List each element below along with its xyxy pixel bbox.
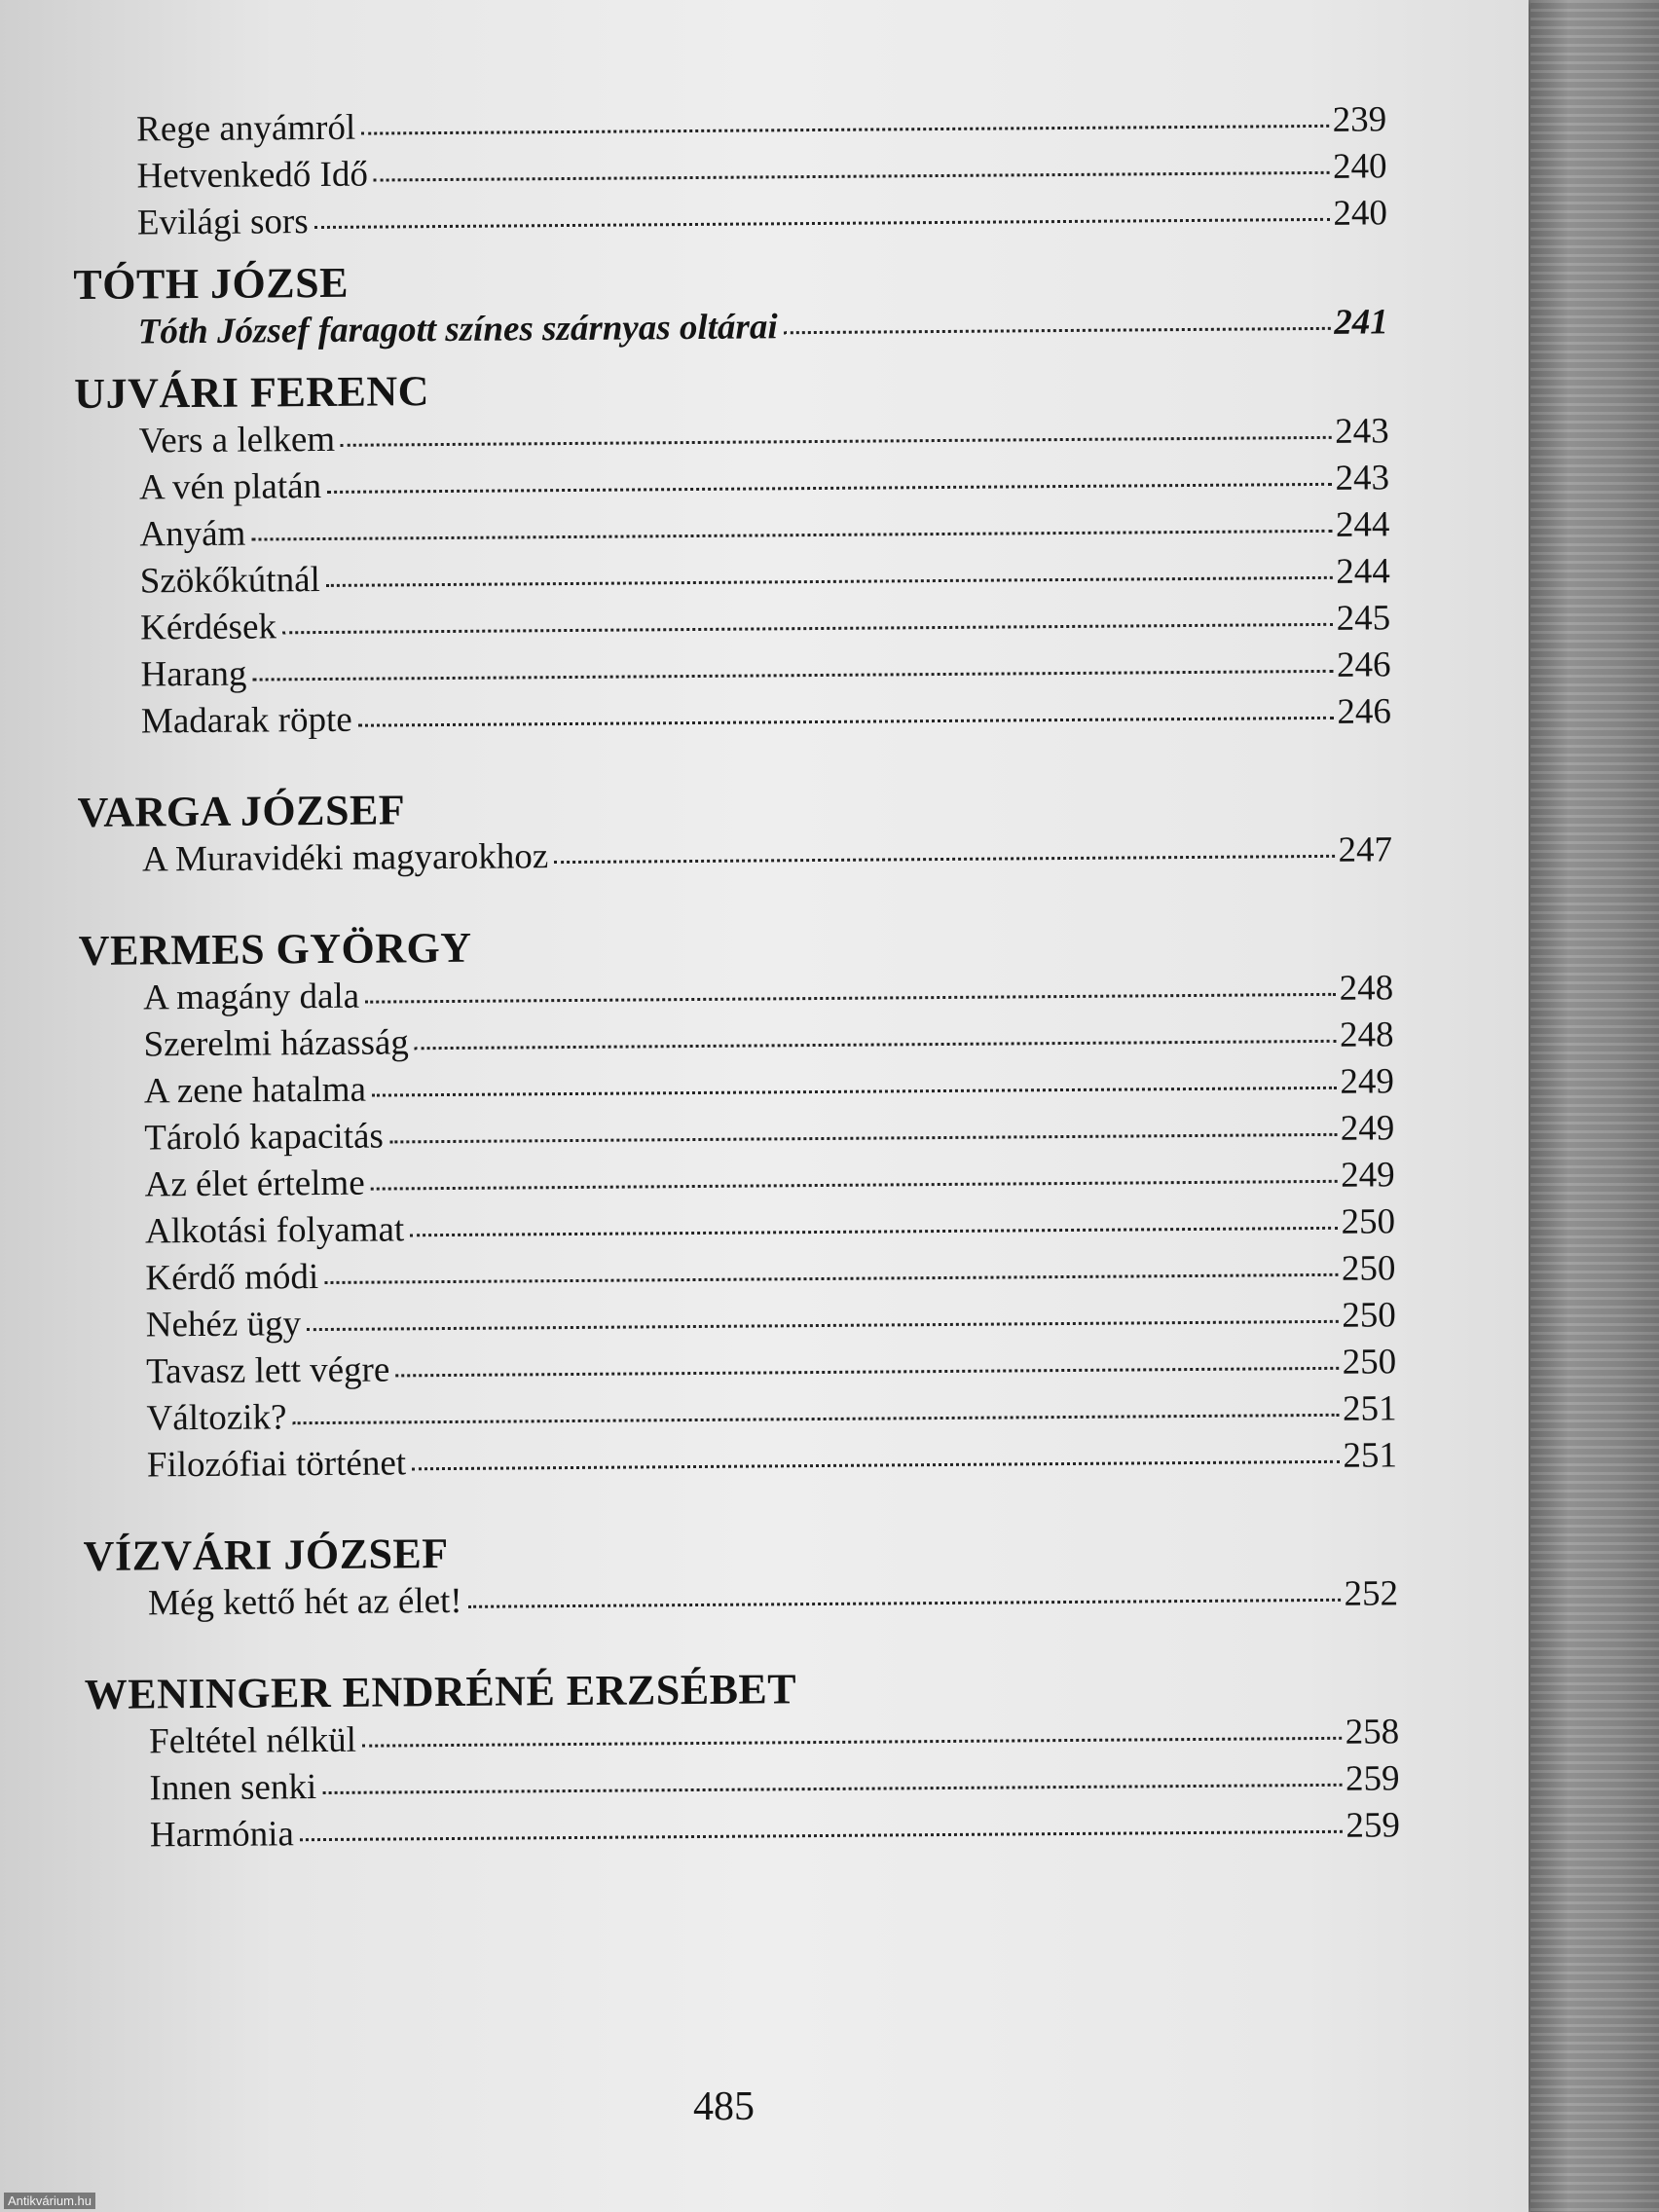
entry-title: Tóth József faragott színes szárnyas oltárai bbox=[137, 307, 778, 352]
dot-leader bbox=[784, 327, 1331, 334]
entry-page: 259 bbox=[1345, 1758, 1400, 1799]
page-number: 485 bbox=[693, 2084, 755, 2129]
dot-leader bbox=[300, 1830, 1343, 1841]
entry-title: Harang bbox=[140, 653, 247, 695]
dot-leader bbox=[251, 530, 1332, 541]
dot-leader bbox=[410, 1227, 1337, 1236]
toc-section-continued bbox=[72, 96, 1387, 247]
entry-page: 250 bbox=[1342, 1342, 1397, 1382]
entry-page: 250 bbox=[1341, 1201, 1396, 1242]
entry-title: Evilági sors bbox=[136, 202, 309, 243]
dot-leader bbox=[341, 436, 1331, 447]
toc-section-varga bbox=[77, 778, 1392, 884]
author-heading: VARGA JÓZSEF bbox=[77, 786, 406, 836]
entry-title: Hetvenkedő Idő bbox=[136, 154, 369, 197]
dot-leader bbox=[395, 1367, 1338, 1378]
dot-leader bbox=[322, 1784, 1342, 1794]
author-heading: VÍZVÁRI JÓZSEF bbox=[83, 1530, 449, 1580]
dot-leader bbox=[389, 1133, 1337, 1144]
author-heading: WENINGER ENDRÉNÉ ERZSÉBET bbox=[84, 1665, 797, 1718]
entry-title: Anyám bbox=[139, 513, 246, 555]
entry-page: 249 bbox=[1340, 1108, 1395, 1149]
dot-leader bbox=[554, 855, 1334, 864]
dot-leader bbox=[326, 576, 1333, 587]
entry-page: 244 bbox=[1335, 504, 1390, 545]
entry-title: Alkotási folyamat bbox=[144, 1209, 405, 1252]
entry-title: Harmónia bbox=[149, 1814, 295, 1856]
dot-leader bbox=[314, 218, 1330, 229]
entry-title: Vers a lelkem bbox=[138, 419, 336, 461]
entry-title: Kérdő módi bbox=[145, 1257, 319, 1299]
entry-page: 240 bbox=[1333, 193, 1388, 234]
entry-page: 248 bbox=[1339, 1014, 1394, 1055]
entry-title: Feltétel nélkül bbox=[149, 1719, 357, 1762]
entry-title: Szökőkútnál bbox=[139, 560, 320, 602]
toc-section-vizvari bbox=[83, 1522, 1398, 1628]
dot-leader bbox=[361, 125, 1328, 135]
dot-leader bbox=[371, 1180, 1338, 1191]
entry-title: Az élet értelme bbox=[144, 1162, 365, 1205]
toc-section-toth bbox=[73, 250, 1388, 356]
entry-title: Innen senki bbox=[149, 1767, 317, 1809]
dot-leader bbox=[358, 717, 1334, 727]
table-of-contents bbox=[72, 96, 1400, 1860]
entry-title: Filozófiai történet bbox=[146, 1443, 407, 1486]
dot-leader bbox=[327, 483, 1331, 494]
dot-leader bbox=[307, 1320, 1338, 1331]
entry-title: Kérdések bbox=[140, 607, 277, 648]
watermark: Antikvárium.hu bbox=[4, 2193, 95, 2209]
entry-title: Szerelmi házasság bbox=[143, 1022, 409, 1065]
entry-page: 243 bbox=[1335, 458, 1390, 498]
entry-page: 240 bbox=[1332, 146, 1387, 187]
dot-leader bbox=[253, 670, 1334, 682]
entry-title: A magány dala bbox=[143, 976, 360, 1018]
dot-leader bbox=[282, 623, 1333, 634]
toc-section-vermes bbox=[79, 916, 1397, 1490]
dot-leader bbox=[468, 1599, 1341, 1608]
dot-leader bbox=[292, 1414, 1339, 1424]
entry-page: 250 bbox=[1341, 1248, 1396, 1289]
entry-page: 241 bbox=[1334, 302, 1388, 343]
entry-page: 239 bbox=[1332, 99, 1387, 140]
toc-section-weninger bbox=[85, 1660, 1400, 1860]
toc-entry bbox=[150, 1802, 1400, 1859]
entry-page: 251 bbox=[1343, 1435, 1398, 1476]
entry-title: Változik? bbox=[146, 1397, 287, 1439]
entry-page: 252 bbox=[1344, 1573, 1399, 1614]
dot-leader bbox=[365, 993, 1336, 1004]
entry-title: A Muravidéki magyarokhoz bbox=[141, 836, 549, 880]
entry-page: 259 bbox=[1346, 1805, 1401, 1846]
entry-page: 246 bbox=[1336, 645, 1391, 685]
entry-title: Nehéz ügy bbox=[145, 1304, 302, 1346]
entry-title: Rege anyámról bbox=[136, 107, 356, 150]
dot-leader bbox=[362, 1737, 1342, 1748]
entry-title: Még kettő hét az élet! bbox=[147, 1580, 462, 1624]
dot-leader bbox=[374, 171, 1329, 182]
entry-title: Tároló kapacitás bbox=[144, 1116, 385, 1159]
entry-page: 251 bbox=[1342, 1388, 1397, 1429]
author-heading: VERMES GYÖRGY bbox=[78, 923, 472, 975]
toc-section-ujvari bbox=[74, 359, 1391, 746]
entry-title: Tavasz lett végre bbox=[146, 1349, 390, 1392]
entry-title: A vén platán bbox=[138, 466, 322, 508]
entry-page: 249 bbox=[1340, 1061, 1395, 1102]
entry-page: 250 bbox=[1342, 1295, 1396, 1336]
entry-page: 245 bbox=[1336, 598, 1391, 639]
entry-page: 247 bbox=[1338, 830, 1393, 870]
dot-leader bbox=[415, 1040, 1336, 1050]
entry-page: 249 bbox=[1340, 1155, 1395, 1196]
entry-page: 244 bbox=[1336, 551, 1390, 592]
book-binding-edge bbox=[1530, 0, 1659, 2212]
dot-leader bbox=[412, 1460, 1339, 1470]
entry-page: 248 bbox=[1339, 968, 1394, 1009]
author-heading: UJVÁRI FERENC bbox=[74, 367, 430, 418]
dot-leader bbox=[372, 1087, 1336, 1097]
entry-title: A zene hatalma bbox=[143, 1069, 367, 1112]
author-heading: TÓTH JÓZSE bbox=[73, 258, 350, 309]
entry-page: 246 bbox=[1337, 691, 1392, 732]
entry-page: 243 bbox=[1334, 411, 1389, 452]
entry-title: Madarak röpte bbox=[140, 699, 352, 742]
dot-leader bbox=[324, 1273, 1338, 1284]
entry-page: 258 bbox=[1345, 1712, 1400, 1752]
